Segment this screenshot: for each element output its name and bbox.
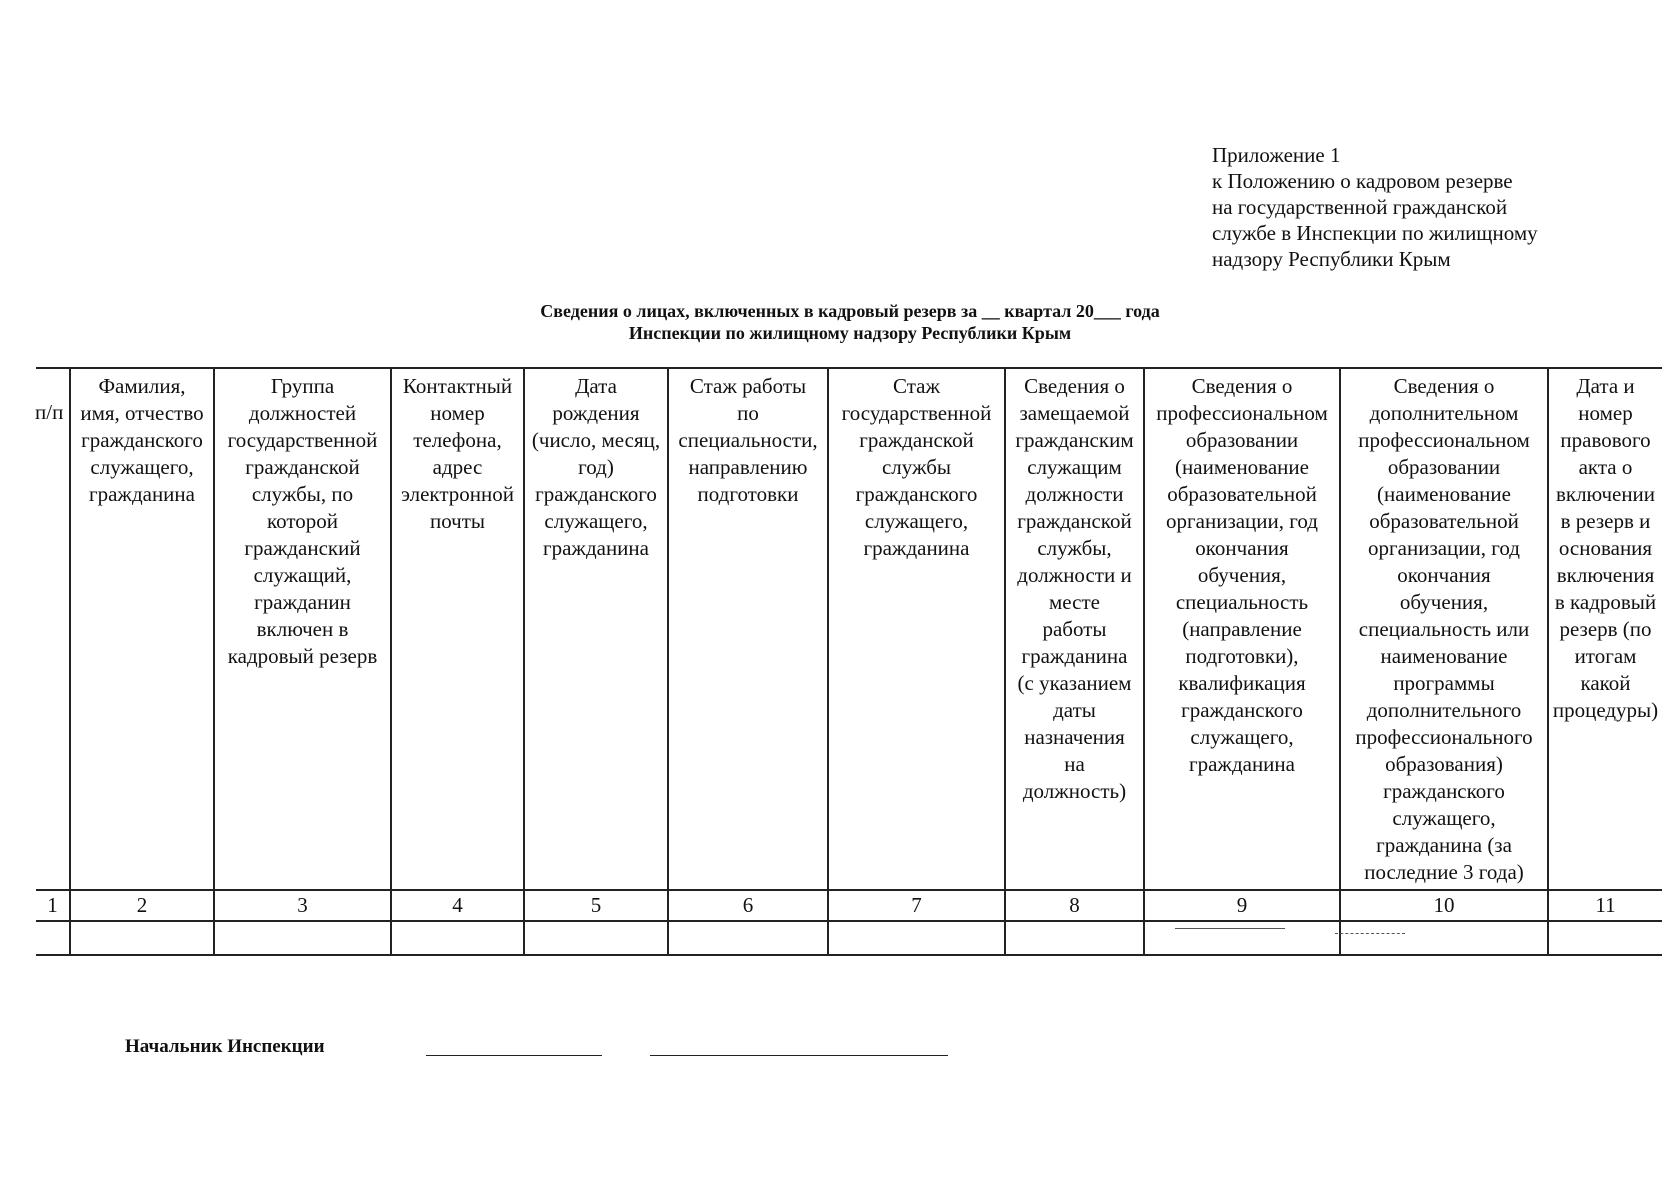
header-cell-birthdate	[524, 368, 668, 890]
empty-cell	[1340, 921, 1548, 955]
reserve-table	[36, 367, 1662, 956]
appendix-line: к Положению о кадровом резерве	[1212, 169, 1513, 193]
signature-label: Начальник Инспекции	[125, 1036, 325, 1057]
appendix-line: надзору Республики Крым	[1212, 247, 1451, 271]
column-number: 10	[1340, 890, 1548, 921]
empty-cell	[391, 921, 524, 955]
column-number: 3	[214, 890, 391, 921]
empty-cell	[1005, 921, 1144, 955]
header-cell-contacts	[391, 368, 524, 890]
column-number: 2	[70, 890, 214, 921]
header-cell-specialty-experience	[668, 368, 828, 890]
header-text: Дата и номер правового акта о включении в резерв и основания включения в кадровый резерв (по итогам какой процедуры)	[1552, 374, 1659, 722]
header-row	[36, 368, 1662, 890]
header-text: Фамилия, имя, отчество гражданского служащего, гражданина	[80, 374, 204, 506]
column-number: 1	[36, 890, 70, 921]
scan-mark	[1335, 933, 1405, 934]
header-text: Контактный номер телефона, адрес электронной почты	[400, 374, 514, 533]
column-number: 9	[1144, 890, 1340, 921]
column-number-row	[36, 890, 1662, 921]
column-number: 8	[1005, 890, 1144, 921]
empty-data-row	[36, 921, 1662, 955]
appendix-line: службе в Инспекции по жилищному	[1212, 221, 1538, 245]
appendix-line: на государственной гражданской	[1212, 195, 1508, 219]
name-line	[650, 1055, 948, 1056]
empty-cell	[70, 921, 214, 955]
header-cell-index	[36, 368, 70, 890]
empty-cell	[524, 921, 668, 955]
column-number: 6	[668, 890, 828, 921]
header-text: Стаж работы по специальности, направлению подготовки	[678, 374, 818, 506]
signature-line	[426, 1055, 602, 1056]
header-cell-service-experience	[828, 368, 1005, 890]
header-cell-position-group	[214, 368, 391, 890]
appendix-note	[1212, 142, 1538, 272]
header-text: Сведения о профессиональном образовании (наименование образовательной организации, год окончания обучения, специальность (направление подготовки), квалификация гражданского служащего, гражданина	[1156, 374, 1328, 776]
title-line-2: Инспекции по жилищному надзору Республики Крым	[628, 323, 1072, 343]
empty-cell	[1144, 921, 1340, 955]
header-cell-current-position	[1005, 368, 1144, 890]
empty-cell	[668, 921, 828, 955]
document-title	[0, 300, 1680, 344]
appendix-line: Приложение 1	[1212, 143, 1341, 167]
empty-cell	[828, 921, 1005, 955]
header-text: Стаж государственной гражданской службы гражданского служащего, гражданина	[841, 374, 992, 560]
header-text: п/п	[35, 400, 64, 424]
header-text: Группа должностей государственной гражданской службы, по которой гражданский служащий, гражданин включен в кадровый резерв	[227, 374, 378, 668]
header-cell-education	[1144, 368, 1340, 890]
column-number: 7	[828, 890, 1005, 921]
column-number: 11	[1548, 890, 1662, 921]
header-text: Сведения о замещаемой гражданским служащим должности гражданской службы, должности и месте работы гражданина (с указанием даты назначения на должность)	[1015, 374, 1134, 803]
header-text: Дата рождения (число, месяц, год) гражданского служащего, гражданина	[531, 374, 661, 560]
header-text: Сведения о дополнительном профессиональном образовании (наименование образовательной организации, год окончания обучения, специальность или наименование программы дополнительного профессионального образования) гражданского служащего, гражданина (за последние 3 года)	[1355, 374, 1533, 884]
title-line-1: Сведения о лицах, включенных в кадровый резерв за __ квартал 20___ года	[540, 301, 1160, 321]
column-number: 5	[524, 890, 668, 921]
empty-cell	[214, 921, 391, 955]
header-cell-additional-education	[1340, 368, 1548, 890]
empty-cell	[36, 921, 70, 955]
empty-cell	[1548, 921, 1662, 955]
column-number: 4	[391, 890, 524, 921]
scan-mark	[1175, 928, 1285, 929]
header-cell-legal-act	[1548, 368, 1662, 890]
header-cell-name	[70, 368, 214, 890]
